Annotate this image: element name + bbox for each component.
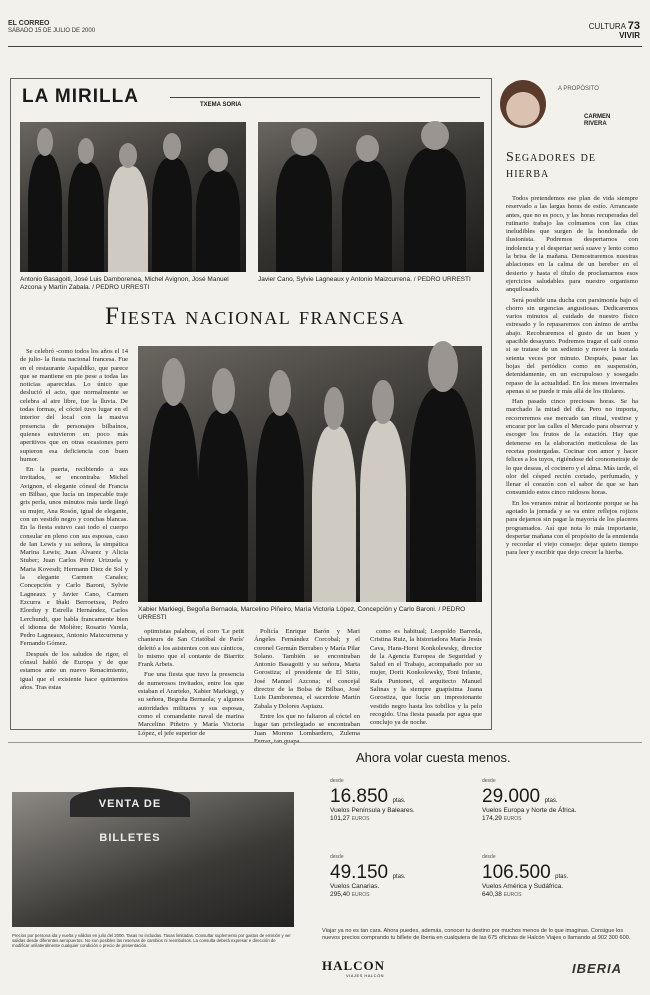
masthead-right bbox=[560, 22, 640, 40]
article-column-4 bbox=[370, 628, 482, 727]
fare-from: desde bbox=[330, 854, 344, 860]
fare-unit: ptas. bbox=[392, 798, 406, 804]
header-rule bbox=[8, 46, 642, 47]
fare-euro-label: EUROS bbox=[351, 815, 370, 822]
fare-from: desde bbox=[482, 778, 496, 784]
fare-unit: ptas. bbox=[392, 874, 406, 880]
fare-euros: 640,38 bbox=[482, 890, 502, 898]
fare-price: 29.000 bbox=[482, 786, 541, 807]
photo-caption-3: Xabier Markiegi, Begoña Bernaola, Marcelino Piñeiro, María Victoria López, Concepción y Carlo Baroni. / PEDRO URRESTI bbox=[138, 606, 466, 621]
paragraph: Entre los que no faltaron al cóctel en lugar tan privilegiado se encontraban Juan Moreno Lombardero, Zulema bbox=[254, 712, 360, 737]
section-name: CULTURA bbox=[588, 22, 626, 31]
fare-euros: 295,40 bbox=[330, 890, 350, 898]
sidebar-label: A PROPÓSITO bbox=[558, 86, 599, 92]
fare-canarias bbox=[330, 852, 406, 899]
sidebar-body bbox=[506, 195, 638, 725]
title-rule bbox=[170, 97, 480, 98]
halcon-logo: HALCON bbox=[322, 958, 386, 973]
paragraph: En la puerta, recibiendo a sus invitados, se encontraba Michel Avignon, el elegante cónsul de Francia en Bilbao, que lucía un impecable traje gris perla, unos minutos más tarde llegó su mujer, Ana Rosón, igual de elegante, con un vestido negro y conchas blancas. En la fiesta estuvo casi todo el cuerpo consular en pleno con sus esposas, caso de Ian Lewis y su señora, la simpática Marina Lewis; Juan Álvarez y Alicia Stuber; Juan Carlos Pérez Urizuela y Maria Kovesdi; Hermann Diez de Sol y la elegante Carmen Canales; Concepción y Carlo Baroni, Sylvie Lagneaux y Javier Cano, Carmen Ezcurra e Iñaki Berroetxea, Pedro Elorduy y Estrella Hernández, Carlos Lerchundi, que habla francamente bien el idioma de Molière; Rosario Varela, Pedro Lagneaux, Antonio Maizcurrena y Fernando Gómez. bbox=[20, 466, 128, 648]
paragraph: Se celebró -como todos los años el 14 de julio- la fiesta nacional francesa. Fue en el restaurante Aspaldiko, que parece que se mantiene en pie pese a todas las noticias aparecidas. Lo único que deslució el acto, que normalmente se celebra al aire libre, fue la lluvia. De todas formas, el cóctel tuvo lugar en el interior del local con la masiva presencia de personajes bilbaínos, quienes estuvieron en poco más aperitivos que en otras ocasiones pero supieron esa deficiencia con buen humor. bbox=[20, 348, 128, 463]
paragraph: optimistas palabras, el coro 'Le petit chanteurs de San Cristóbal de París' deleitó a los asistentes con sus cánticos, lo mismo que el contante de Biarritz Frank Arbeis. bbox=[138, 628, 244, 669]
fare-from: desde bbox=[330, 778, 344, 784]
ad-separator bbox=[8, 742, 642, 743]
ad-note: Viajar ya no es tan cara. Ahora puedes, además, conocer tu destino por muchos menos de lo que imaginas. Consigue los nuevos precios comprando tu billete de Iberia en cualquiera de las 675 oficinas de Halcón Viajes o llamando al 902 300 600. bbox=[322, 928, 631, 941]
fare-unit: ptas. bbox=[555, 874, 569, 880]
author-photo bbox=[500, 80, 546, 128]
iberia-logo: IBERIA bbox=[572, 961, 623, 976]
paper-name: EL CORREO bbox=[8, 20, 50, 27]
fare-euros: 174,29 bbox=[482, 814, 502, 822]
fare-price: 49.150 bbox=[330, 862, 389, 883]
paragraph: En los veranos mirar al horizonte porque se ha agotado la jornada y se va entre reflejos rojizos para dejarnos sin pagar la mayoría de los placeres programados. Así que nota lo más importante, despertar mañana con el propósito de la enmienda y recordar el viejo consejo: dejar quieto tiempo para leer y escribir que dejo crecer la hierba. bbox=[506, 499, 639, 557]
column-author: TXEMA SORIA bbox=[200, 102, 242, 108]
subsection-name: VIVIR bbox=[619, 31, 640, 40]
article-headline: Fiesta nacional francesa bbox=[105, 303, 405, 330]
ad-fine-print: Precios por persona ida y vuelta y válidos en julio del 2000. Tasas no incluidas. Tasas limitadas. Consultar suplemento por gastos de emisión y ver salidas desde diferentes aeropuertos. No son posibles las reservas de cambios ni reembolsos. La consulta deberá expresar e dirección de modificar unilateralmente cualquier condición o precio de presentación. bbox=[12, 933, 291, 949]
sidebar-title: Segadores de hierba bbox=[506, 150, 596, 181]
issue-date: SÁBADO 15 DE JULIO DE 2000 bbox=[8, 28, 96, 34]
fare-euro-label: EUROS bbox=[503, 891, 522, 898]
fare-route: Vuelos Canarias. bbox=[330, 883, 380, 890]
fare-euro-label: EUROS bbox=[351, 891, 370, 898]
fare-route: Vuelos Península y Baleares. bbox=[330, 807, 415, 814]
fare-euros: 101,27 bbox=[330, 814, 350, 822]
column-title: LA MIRILLA bbox=[22, 86, 139, 107]
paragraph: como es habitual; Leopoldo Barreda, Cristina Ruiz, la historiadora María Jesús Cava, Hans-Horst Konkolewsky, director de la Agencia Europea de Seguridad y Salud en el Trabajo, acompañado por su mujer, Dorit Konkolewsky, Toni Infante, Rafa Puntonet, el arquitecto Manuel Salinas y la siempre guapísima Juana Gorostiza, que lucía un impresionante vestido negro hasta los tobillos y la pelo recogido. Una fiesta pasada por agua que conclujo ya de noche. bbox=[370, 628, 482, 727]
paragraph: Será posible una ducha con parsimonia bajo el chorro sin urgencias angustiosas. Dedicaremos varios minutos al cuidado de nuestro físico estresado y lo repasaremos con ánimo de arriba abajo. Recobraremos el gusto de un buen y apacible desayuno. Podremos tragar el café como si se tratase de un sediento y mover la tostada setenta veces por minuto. Después, pasar las hojas del periódico como en suspensión, detenidamente, en un escrupuloso y sosegado repaso de la actualidad. En los meses invernales apenas si se puede ir más allá de los titulares. bbox=[506, 296, 638, 395]
photo-caption-2: Javier Cano, Sylvie Lagneaux y Antonio Maizcurrena. / PEDRO URRESTI bbox=[258, 276, 471, 283]
article-column-3 bbox=[254, 628, 360, 737]
fare-europe bbox=[482, 776, 576, 823]
fare-america bbox=[482, 852, 568, 899]
article-column-2 bbox=[138, 628, 244, 737]
paragraph: Fue una fiesta que tuvo la presencia de numerosos invitados, entre los que estaban el Ararteko, Xabier Markiegi, y su señora, Begoña Bernaola; y algunos autoridades militares y sus esposas, como el comandante naval de marina Marcelino Piñeiro y María Victoria López, el jefe superior de bbox=[138, 671, 244, 737]
fare-route: Vuelos América y Sudáfrica. bbox=[482, 883, 564, 890]
paragraph: Policía Enrique Barón y Mari Ángeles Fernández Corcobal; y el coronel Germán Berrabeo y María Pilar Solano. También se encontraban Antonio Basagoiti y su señora, Marta Gorostiza; el presidente de El Sitio, José Manuel Azcona; el concejal director de la Bolsa de Bilbao, José Luis Damborenea, el sacerdote Martín Zabala y Dolores Aspiazu. bbox=[254, 628, 360, 710]
fare-from: desde bbox=[482, 854, 496, 860]
sidebar-author: CARMEN RIVERA bbox=[584, 114, 611, 127]
article-column-1 bbox=[20, 348, 128, 723]
photo-caption-1: Antonio Basagoiti, José Luis Damborenea, Michel Avignon, José Manuel Azcona y Martín Zabala. / PEDRO URRESTI bbox=[20, 276, 229, 291]
paragraph: Han pasado cinco preciosas horas. Se ha marchado la mitad del día. Pero no importa, recorreremos ese mercado tan ritual, vestirse y encarar por las calles el Mercado para observar y escoger los frutos de la estación. Hay que detenerse en la elaboración meticulosa de las recetas postergadas. Cocinar con amor y hacer felices a los tuyos, rigiéndose del cronometraje de lo que deseas, el cocinero y el alma. Más tarde, el olor del césped recién cortado, perfumado, y llenar el corazón con el sabor de que se han consumido estos cinco ruidosos horas. bbox=[506, 398, 638, 497]
fare-peninsula bbox=[330, 776, 415, 823]
fare-unit: ptas. bbox=[544, 798, 558, 804]
photo-group-2 bbox=[258, 122, 484, 272]
photo-group-1 bbox=[20, 122, 246, 272]
paragraph: Todos pretendemos ese plan de vida siempre reservado a las largas horas de estío. Arrancaste antes, que no es poco, y las horas recuperadas del rutinario trabajo las colmamos con las citas ineludibles que surgen de la hondonada de ilusionista. Podremos despertarnos con indolencia y el despertar será suave y lento como la brisa de la mañana. Demostraremos nuestras ablaciones en la calma de un bereber en el desierto y hasta el título de proclamarnos esos ejercicios saludables para nuestro organismo anquilosado. bbox=[506, 195, 638, 294]
masthead-left bbox=[8, 20, 95, 35]
ad-headline: Ahora volar cuesta menos. bbox=[356, 750, 511, 765]
fare-price: 16.850 bbox=[330, 786, 389, 807]
fare-route: Vuelos Europa y Norte de África. bbox=[482, 807, 577, 814]
page-number: 73 bbox=[627, 20, 640, 32]
fare-price: 106.500 bbox=[482, 862, 551, 883]
fare-euro-label: EUROS bbox=[503, 815, 522, 822]
halcon-tagline: VIAJES HALCÓN bbox=[346, 973, 385, 978]
ad-sign: VENTA DE BILLETES bbox=[70, 787, 190, 817]
photo-group-3 bbox=[138, 346, 482, 602]
paragraph: Después de los saludos de rigor, el cónsul habló de Europa y de que estamos ante un nuevo Renacimiento, igual que el existente hace quinientos años. Tras estas bbox=[20, 650, 128, 691]
